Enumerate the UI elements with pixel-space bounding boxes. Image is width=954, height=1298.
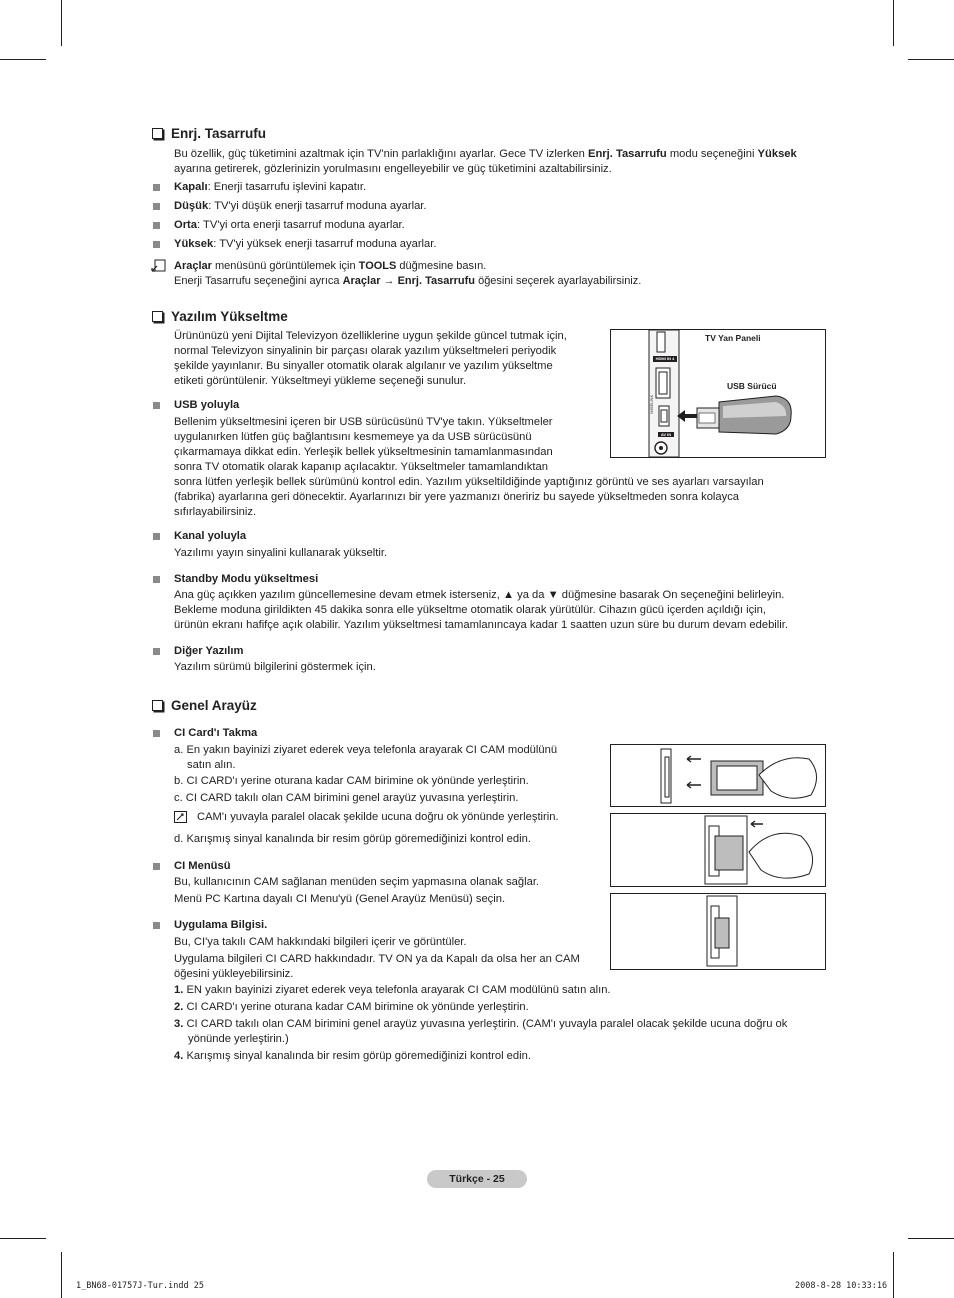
menu-text xyxy=(174,875,539,907)
subsection-title: Uygulama Bilgisi. xyxy=(174,919,268,931)
standby-text xyxy=(174,588,788,633)
text-line: Ana güç açıkken yazılım güncellemesine devam etmek isterseniz, ▲ ya da ▼ düğmesine basarak On seçeneğini belirleyin. xyxy=(174,589,785,601)
intro-line: Ürününüzü yeni Dijital Televizyon özelliklerine uygun şekilde güncel tutmak için, xyxy=(174,330,567,342)
item-term: Orta xyxy=(174,219,198,231)
intro-line: etiketi görüntülenir. Yükseltmeyi yükleme seçeneği sunulur. xyxy=(174,375,467,387)
note-icon xyxy=(174,811,187,823)
subsection-title: CI Menüsü xyxy=(174,860,231,872)
text-line: Bu, CI'ya takılı CAM hakkındaki bilgileri içerir ve görüntüler. xyxy=(174,936,467,948)
item-desc: : TV'yi orta enerji tasarruf moduna ayarlar. xyxy=(197,219,405,231)
item-term: Kapalı xyxy=(174,181,208,193)
ci-step-d: d. Karışmış sinyal kanalında bir resim görüp göremediğinizi kontrol edin. xyxy=(174,833,531,845)
tools-note-icon xyxy=(151,259,167,273)
step-text: CI CARD'ı yerine oturana kadar CAM birimine ok yönünde yerleştirin. xyxy=(186,1001,529,1013)
av-port-label: AV IN xyxy=(660,432,672,437)
other-text: Yazılım sürümü bilgilerini göstermek için. xyxy=(174,661,376,673)
bullet-icon xyxy=(153,222,160,229)
ci-card-figure-3 xyxy=(610,893,826,970)
subsection-title: Diğer Yazılım xyxy=(174,645,244,657)
page-number-badge: Türkçe - 25 xyxy=(427,1170,527,1188)
print-slug-right: 2008-8-28 10:33:16 xyxy=(795,1281,888,1291)
subsection-title: USB yoluyla xyxy=(174,399,240,411)
intro-line: şekilde yayınlanır. Bu sinyaller otomatik olarak algılanır ve yazılım yükseltme xyxy=(174,360,553,372)
note-bold: Araçlar xyxy=(174,260,212,272)
ci-step-a xyxy=(174,743,557,773)
ci-step-b: b. CI CARD'ı yerine oturana kadar CAM birimine ok yönünde yerleştirin. xyxy=(174,775,529,787)
step-number: 1. xyxy=(174,984,184,996)
checkbox-square-icon xyxy=(152,311,163,322)
bullet-icon xyxy=(153,184,160,191)
subsection-title: Standby Modu yükseltmesi xyxy=(174,573,319,585)
ci-note: CAM'ı yuvayla paralel olacak şekilde ucuna doğru ok yönünde yerleştirin. xyxy=(197,811,559,823)
text-line: Menü PC Kartına dayalı CI Menu'yü (Genel Arayüz Menüsü) seçin. xyxy=(174,893,506,905)
ci-card-drawing xyxy=(611,745,825,806)
step-text: yönünde yerleştirin.) xyxy=(188,1033,289,1045)
bullet-icon xyxy=(153,533,160,540)
print-slug-left: 1_BN68-01757J-Tur.indd 25 xyxy=(76,1281,204,1291)
subsection-title: Kanal yoluyla xyxy=(174,530,247,542)
ci-card-figure-2 xyxy=(610,813,826,887)
text-line: (fabrika) ayarlarına geri dönecektir. Ayarlarınızı bir yere yazmanızı öneririz bu sayede yükseltmeden sonra kolayca xyxy=(174,491,740,503)
section-heading-software xyxy=(152,309,288,324)
numbered-step xyxy=(174,983,611,998)
note-bold: Araçlar → Enrj. Tasarrufu xyxy=(342,275,476,287)
section-title: Genel Arayüz xyxy=(171,698,257,713)
app-text xyxy=(174,935,580,982)
section-intro xyxy=(174,147,797,177)
text-line: a. En yakın bayinizi ziyaret ederek veya telefonla arayarak CI CAM modülünü xyxy=(174,744,558,756)
bullet-icon xyxy=(153,648,160,655)
text-line: sonra TV otomatik olarak kapanıp açılacaktır. Yükseltmeler tamamlandıktan xyxy=(174,461,548,473)
section-heading-ci xyxy=(152,698,257,713)
intro-line: normal Televizyon sinyalinin bir parçası olarak yazılım yükseltmeleri periyodik xyxy=(174,345,557,357)
text-line: Bellenim yükseltmesini içeren bir USB sürücüsünü TV'ye takın. Yükseltmeler xyxy=(174,416,553,428)
text-line: Bu, kullanıcının CAM sağlanan menüden seçim yapmasına olanak sağlar. xyxy=(174,876,540,888)
intro-bold: Enrj. Tasarrufu xyxy=(587,148,667,160)
text-line: sonra lütfen yerleşik bellek sürümünü kontrol edin. Yazılım yükseltildiğinde yaptığınız görüntü ve ses ayarları varsayılan xyxy=(174,476,764,488)
item-term: Düşük xyxy=(174,200,209,212)
step-text: EN yakın bayinizi ziyaret ederek veya telefonla arayarak CI CAM modülünü satın alın. xyxy=(186,984,611,996)
usb-port-label: WISELINK xyxy=(649,394,654,414)
note-bold: TOOLS xyxy=(358,260,397,272)
list-item xyxy=(174,199,427,214)
bullet-icon xyxy=(153,402,160,409)
item-term: Yüksek xyxy=(174,238,214,250)
text-line: öğesini yükleyebilirsiniz. xyxy=(174,968,294,980)
item-desc: : Enerji tasarrufu işlevini kapatır. xyxy=(207,181,367,193)
step-number: 3. xyxy=(174,1018,184,1030)
bullet-icon xyxy=(153,576,160,583)
text-line: ürünün ekranı hafifçe açık olabilir. Yazılım yükseltmesi tamamlanıncaya kadar 1 saatten uzun süre bu durum devam edebilir. xyxy=(174,619,788,631)
text-line: Bekleme moduna girildikten 45 dakika sonra elle yükseltme otomatik olarak yürütülür. Cihazın gücü içerden açıldığı için, xyxy=(174,604,766,616)
usb-text xyxy=(174,415,764,520)
note-text: öğesini seçerek ayarlayabilirsiniz. xyxy=(475,275,642,287)
text-line: satın alın. xyxy=(187,759,236,771)
step-text: CI CARD takılı olan CAM birimini genel arayüz yuvasına yerleştirin. (CAM'ı yuvayla paralel olacak şekilde ucuna doğru ok xyxy=(186,1018,788,1030)
intro-bold: Yüksek xyxy=(757,148,797,160)
note-text: düğmesine basın. xyxy=(396,260,487,272)
channel-text: Yazılımı yayın sinyalini kullanarak yükseltir. xyxy=(174,547,388,559)
checkbox-square-icon xyxy=(152,128,163,139)
intro-text: modu seçeneğini xyxy=(666,148,758,160)
ci-card-figure-1 xyxy=(610,744,826,807)
intro-text: Bu özellik, güç tüketimini azaltmak için TV'nin parlaklığını ayarlar. Gece TV izlerken xyxy=(174,148,588,160)
list-item xyxy=(174,218,405,233)
ci-card-drawing xyxy=(611,814,825,886)
bullet-icon xyxy=(153,730,160,737)
text-line: sıfırlayabilirsiniz. xyxy=(174,506,257,518)
section-title: Enrj. Tasarrufu xyxy=(171,126,267,141)
step-number: 2. xyxy=(174,1001,184,1013)
subsection-title: CI Card'ı Takma xyxy=(174,727,258,739)
ci-step-c: c. CI CARD takılı olan CAM birimini genel arayüz yuvasına yerleştirin. xyxy=(174,792,519,804)
intro-text: ayarına getirerek, gözlerinizin yorulmasını engelleyebilir ve güç tüketimini azaltabilirsiniz. xyxy=(174,163,612,175)
note-text: Enerji Tasarrufu seçeneğini ayrıca xyxy=(174,275,343,287)
ci-card-drawing xyxy=(611,894,825,969)
step-text: Karışmış sinyal kanalında bir resim görüp göremediğinizi kontrol edin. xyxy=(186,1050,531,1062)
tools-note xyxy=(174,259,641,289)
bullet-icon xyxy=(153,203,160,210)
numbered-step xyxy=(174,1049,531,1064)
usb-label: USB Sürücü xyxy=(727,381,777,391)
step-number: 4. xyxy=(174,1050,184,1062)
text-line: uygulanırken lütfen güç bağlantısını kesmemeye ya da USB sürücüsünü xyxy=(174,431,532,443)
bullet-icon xyxy=(153,241,160,248)
item-desc: : TV'yi yüksek enerji tasarruf moduna ayarlar. xyxy=(213,238,437,250)
bullet-icon xyxy=(153,922,160,929)
numbered-step xyxy=(174,1017,787,1047)
checkbox-square-icon xyxy=(152,700,163,711)
list-item xyxy=(174,180,366,195)
section-heading-energy xyxy=(152,126,266,141)
bullet-icon xyxy=(153,863,160,870)
hdmi-port-label: HDMI IN 4 xyxy=(655,356,675,361)
panel-label: TV Yan Paneli xyxy=(705,333,761,343)
text-line: çıkarmamaya dikkat edin. Yerleşik bellek yükseltmesinin tamamlanmasından xyxy=(174,446,553,458)
numbered-step xyxy=(174,1000,529,1015)
section-title: Yazılım Yükseltme xyxy=(171,309,288,324)
list-item xyxy=(174,237,436,252)
item-desc: : TV'yi düşük enerji tasarruf moduna ayarlar. xyxy=(208,200,427,212)
note-text: menüsünü görüntülemek için xyxy=(211,260,359,272)
section-intro xyxy=(174,329,567,389)
text-line: Uygulama bilgileri CI CARD hakkındadır. TV ON ya da Kapalı da olsa her an CAM xyxy=(174,953,580,965)
